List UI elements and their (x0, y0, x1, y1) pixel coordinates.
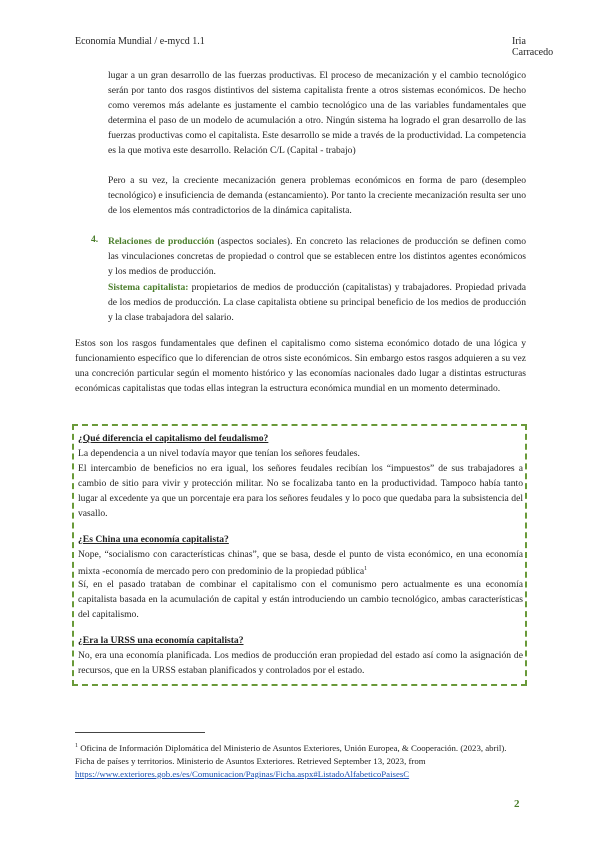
answer-china-1 (78, 547, 523, 579)
footnote (75, 740, 525, 781)
paragraph-mechanization: lugar a un gran desarrollo de las fuerzas productivas. El proceso de mecanización y el cambio tecnológico serán por tanto dos rasgos distintivos del sistema capitalista frente a otros sistemas económicos. De hecho como veremos más adelante es justamente el cambio tecnológico una de las variables fundamentales que determina el paso de un modelo de acumulación a otro. Ningún sistema ha logrado el gran desarrollo de las fuerzas productivas como el capitalista. Este desarrollo se mide a través de la productividad. La competencia es la que motiva este desarrollo. Relación C/L (Capital - trabajo) (108, 70, 526, 156)
paragraph-contradictions: Pero a su vez, la creciente mecanización genera problemas económicos en forma de paro (desempleo tecnológico) e insuficiencia de demanda (estancamiento). Por tanto la creciente mecanización resulta ser uno de los elementos más contradictorios de la dinámica capitalista. (108, 175, 526, 216)
item-text: (aspectos sociales). En concreto las relaciones de producción se definen como las vinculaciones concretas de propiedad o control que se establecen entre los distintos agentes económicos y los medios de producción. (108, 236, 526, 277)
header-author: Iria Carracedo (512, 36, 554, 58)
header-course: Economía Mundial / e-mycd 1.1 (75, 36, 205, 47)
list-item-production-relations (108, 234, 526, 279)
answer-urss: No, era una economía planificada. Los medios de producción eran propiedad del estado así como la asignación de recursos, que en la URSS estaban planificados y controlados por el estado. (78, 650, 523, 676)
qa-box (72, 424, 527, 686)
answer-feudalism-1: La dependencia a un nivel todavía mayor que tenían los señores feudales. (78, 448, 360, 459)
footnote-number: 1 (75, 743, 78, 749)
answer-china-2: Sí, en el pasado trataban de combinar el capitalismo con el comunismo pero actualmente es una economía capitalista basada en la acumulación de capital y están introduciendo un cambio tecnológico, ambas características del capitalismo. (78, 579, 523, 620)
question-china: ¿Es China una economía capitalista? (78, 534, 229, 545)
footnote-link[interactable]: https://www.exteriores.gob.es/es/Comunicacion/Paginas/Ficha.aspx#ListadoAlfabeticoPaisesC (75, 768, 410, 779)
question-feudalism: ¿Qué diferencia el capitalismo del feudalismo? (78, 433, 269, 444)
sub-text: propietarios de medios de producción (capitalistas) y trabajadores. Propiedad privada de los medios de producción. La clase capitalista obtiene su principal beneficio de los medios de producción y la clase trabajadora del salario. (108, 282, 526, 323)
footnote-text: Oficina de Información Diplomática del Ministerio de Asuntos Exteriores, Unión Europea, & Cooperación. (2023, abril). Ficha de países y territorios. Ministerio de Asuntos Exteriores. Retrieved September 13, 2023, from (75, 742, 507, 766)
paragraph-summary: Estos son los rasgos fundamentales que definen el capitalismo como sistema económico dotado de una lógica y funcionamiento específico que lo diferencian de otros siste económicos. Sin embargo estos rasgos adquieren a su vez una concreción particular según el momento histórico y las economías nacionales dado lugar a distintas estructuras económicas capitalistas que todas ellas integran la estructura económica mundial en un momento determinado. (75, 338, 526, 394)
sub-label: Sistema capitalista: (108, 282, 189, 293)
list-number: 4. (91, 234, 99, 245)
question-urss: ¿Era la URSS una economía capitalista? (78, 635, 244, 646)
footnote-ref[interactable]: 1 (364, 566, 368, 572)
capitalist-system-definition (108, 280, 526, 325)
footnote-separator (75, 732, 205, 733)
answer-feudalism-2: El intercambio de beneficios no era igual, los señores feudales recibían los “impuestos” de sus trabajadores a cambio de sitio para vivir y protección militar. No se focalizaba tanto en la productividad. Tampoco había tanto lugar al excedente ya que un porcentaje era para los señores feudales y lo poco que quedaba para la subsistencia del vasallo. (78, 463, 523, 519)
item-title: Relaciones de producción (108, 236, 215, 247)
page-number: 2 (514, 798, 520, 810)
answer-china-text: Nope, “socialismo con características chinas”, que se basa, desde el punto de vista económico, en una economía mixta -economía de mercado pero con predominio de la propiedad pública (78, 549, 523, 578)
